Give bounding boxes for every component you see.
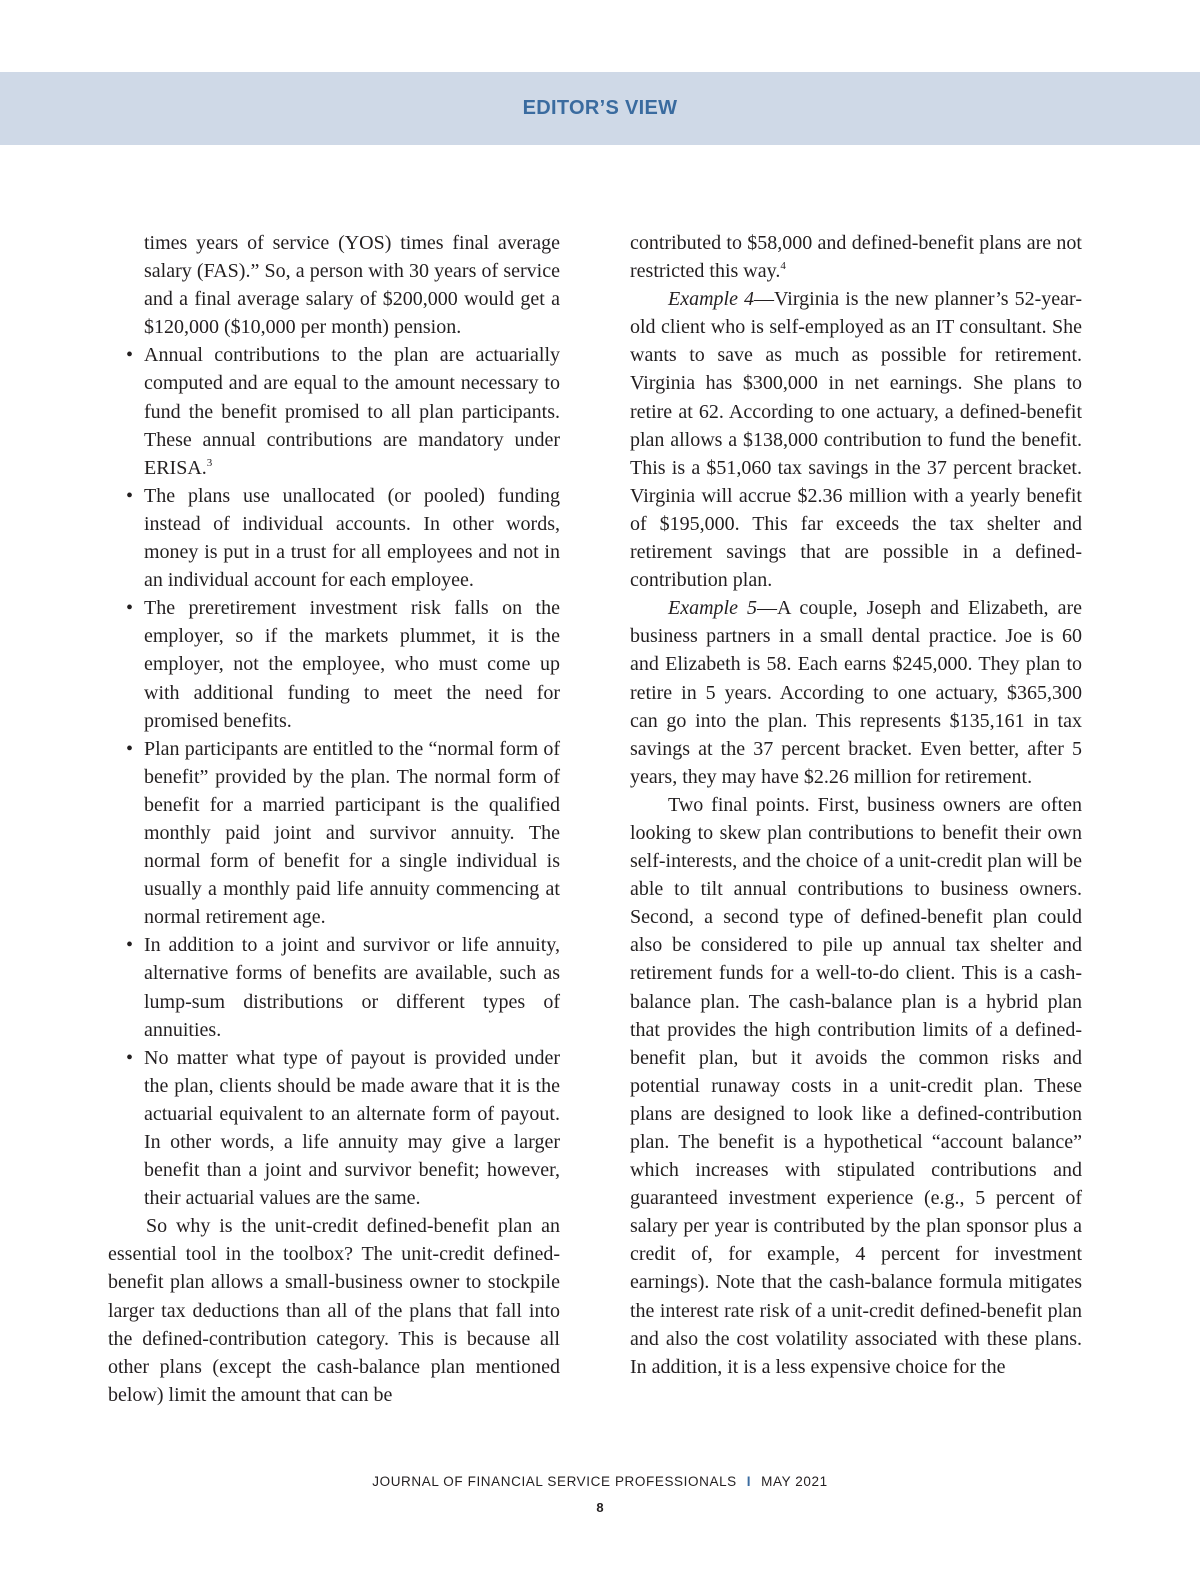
footer-separator: I <box>746 1474 752 1489</box>
bullet-item <box>108 1044 560 1213</box>
bullet-text: The preretirement investment risk falls on the employer, so if the markets plummet, it is the employer, not the employee, who must come up with additional funding to meet the need for promised benefits. <box>144 597 560 732</box>
footnote-ref: 4 <box>780 260 786 273</box>
bullet-item <box>108 482 560 594</box>
left-column <box>108 229 560 1409</box>
page-number: 8 <box>596 1500 604 1515</box>
continuation-text: contributed to $58,000 and defined-benefit plans are not restricted this way. <box>630 232 1082 283</box>
footnote-ref: 3 <box>206 456 213 469</box>
body-paragraph: So why is the unit-credit defined-benefit plan an essential tool in the toolbox? The unit-credit defined-benefit plan allows a small-business owner to stockpile larger tax deductions than all of the plans that fall into the defined-contribution category. This is because all other plans (except the cash-balance plan mentioned below) limit the amount that can be <box>108 1215 560 1406</box>
bullet-item <box>108 341 560 481</box>
paragraph-continuation: times years of service (YOS) times final average salary (FAS).” So, a person with 30 years of service and a final average salary of $200,000 would get a $120,000 ($10,000 per month) pension. <box>144 232 560 339</box>
page-footer <box>0 1474 1200 1489</box>
header-banner <box>0 72 1200 145</box>
bullet-text: Plan participants are entitled to the “normal form of benefit” provided by the plan. The normal form of benefit for a married participant is the qualified monthly paid joint and survivor annuity. The normal form of benefit for a single individual is usually a monthly paid life annuity commencing at normal retirement age. <box>144 737 560 929</box>
bullet-item <box>108 594 560 734</box>
issue-date: MAY 2021 <box>761 1474 828 1489</box>
right-column <box>630 229 1082 1381</box>
section-title: EDITOR’S VIEW <box>522 97 678 119</box>
example-text: —Virginia is the new planner’s 52-year-old client who is self-employed as an IT consultant. She wants to save as much as possible for retirement. Virginia has $300,000 in net earnings. She plans to retire at 62. According to one actuary, a defined-benefit plan allows a $138,000 contribution to fund the benefit. This is a $51,060 tax savings in the 37 percent bracket. Virginia will accrue $2.36 million with a yearly benefit of $195,000. This far exceeds the tax shelter and retirement savings that are possible in a defined-contribution plan. <box>630 288 1082 592</box>
example-4-paragraph <box>630 285 1082 594</box>
bullet-item <box>108 931 560 1043</box>
bullet-text: In addition to a joint and survivor or life annuity, alternative forms of benefits are available, such as lump-sum distributions or different types of annuities. <box>144 934 560 1041</box>
bullet-text: No matter what type of payout is provided under the plan, clients should be made aware that it is the actuarial equivalent to an alternate form of payout. In other words, a life annuity may give a larger benefit than a joint and survivor benefit; however, their actuarial values are the same. <box>144 1046 560 1210</box>
example-label: Example 5 <box>668 597 757 620</box>
bullet-item <box>108 735 560 932</box>
example-text: —A couple, Joseph and Elizabeth, are business partners in a small dental practice. Joe is 60 and Elizabeth is 58. Each earns $245,000. They plan to retire in 5 years. According to one actuary, $365,300 can go into the plan. This represents $135,161 in tax savings at the 37 percent bracket. Even better, after 5 years, they may have $2.26 million for retirement. <box>630 597 1082 788</box>
paragraph-continuation <box>630 229 1082 285</box>
example-label: Example 4 <box>668 288 755 311</box>
bullet-text: The plans use unallocated (or pooled) funding instead of individual accounts. In other words, money is put in a trust for all employees and not in an individual account for each employee. <box>144 484 560 592</box>
body-paragraph: Two final points. First, business owners are often looking to skew plan contributions to benefit their own self-interests, and the choice of a unit-credit plan will be able to tilt annual contributions to business owners. Second, a second type of defined-benefit plan could also be considered to pile up annual tax shelter and retirement funds for a well-to-do client. This is a cash-balance plan. The cash-balance plan is a hybrid plan that provides the high contribution limits of a defined-benefit plan, but it avoids the common risks and potential runaway costs in a unit-credit plan. These plans are designed to look like a defined-contribution plan. The benefit is a hypothetical “account balance” which increases with stipulated contributions and guaranteed investment experience (e.g., 5 percent of salary per year is contributed by the plan sponsor plus a credit of, for example, 4 percent for investment earnings). Note that the cash-balance formula mitigates the interest rate risk of a unit-credit defined-benefit plan and also the cost volatility associated with these plans. In addition, it is a less expensive choice for the <box>630 793 1082 1378</box>
journal-name: JOURNAL OF FINANCIAL SERVICE PROFESSIONALS <box>372 1474 737 1489</box>
example-5-paragraph <box>630 594 1082 791</box>
bullet-list <box>108 341 560 1212</box>
bullet-text: Annual contributions to the plan are actuarially computed and are equal to the amount necessary to fund the benefit promised to all plan participants. These annual contributions are mandatory under ERISA. <box>144 344 560 479</box>
